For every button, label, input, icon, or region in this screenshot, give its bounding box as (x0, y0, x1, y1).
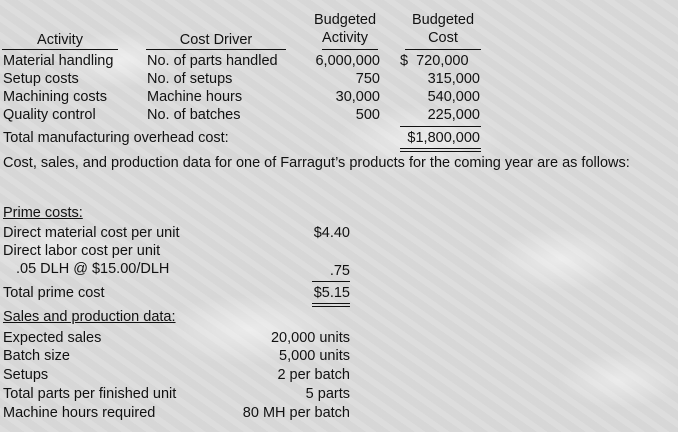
sales-item-label: Setups (3, 367, 49, 383)
header-activity-rule (2, 49, 118, 50)
row-activity: Machining costs (3, 89, 107, 105)
sales-item-label: Total parts per finished unit (3, 386, 177, 402)
row-driver: No. of batches (147, 107, 241, 123)
cost-subtotal-rule (400, 126, 481, 127)
sales-production-heading: Sales and production data: (3, 309, 176, 325)
header-cost-driver: Cost Driver (179, 32, 253, 48)
total-prime-value: $5.15 (313, 285, 350, 301)
header-activity: Activity (37, 32, 83, 48)
direct-labor-value: .75 (329, 263, 350, 279)
header-cost-driver-rule (146, 49, 286, 50)
row-budgeted-cost: 225,000 (427, 107, 480, 123)
header-budgeted-activity-rule (322, 49, 378, 50)
row-activity: Material handling (3, 53, 114, 69)
intro-sentence: Cost, sales, and production data for one of Farragut’s products for the coming year are as follows: (3, 155, 630, 171)
total-double-rule-2 (400, 151, 481, 152)
direct-labor-detail: .05 DLH @ $15.00/DLH (16, 261, 170, 277)
sales-item-value: 5 parts (305, 386, 350, 402)
sales-item-value: 2 per batch (277, 367, 350, 383)
row-activity: Setup costs (3, 71, 79, 87)
row-budgeted-activity: 6,000,000 (315, 53, 380, 69)
sales-item-value: 20,000 units (270, 330, 350, 346)
header-budgeted-activity-line2: Activity (322, 30, 368, 46)
row-budgeted-activity: 30,000 (335, 89, 380, 105)
prime-subtotal-rule (312, 281, 350, 282)
header-budgeted-cost-line1: Budgeted (411, 12, 475, 28)
sales-item-label: Machine hours required (3, 405, 156, 421)
row-budgeted-cost: $ 720,000 (400, 53, 469, 69)
header-budgeted-activity-line1: Budgeted (313, 12, 377, 28)
row-budgeted-cost: 540,000 (427, 89, 480, 105)
total-prime-label: Total prime cost (3, 285, 105, 301)
direct-material-label: Direct material cost per unit (3, 225, 180, 241)
sales-item-value: 80 MH per batch (242, 405, 350, 421)
total-double-rule-1 (400, 148, 481, 149)
sales-item-value: 5,000 units (279, 348, 350, 364)
prime-costs-heading: Prime costs: (3, 205, 83, 221)
direct-labor-label: Direct labor cost per unit (3, 243, 161, 259)
row-driver: No. of setups (147, 71, 233, 87)
row-budgeted-activity: 750 (355, 71, 380, 87)
prime-double-rule-2 (312, 306, 350, 307)
row-driver: Machine hours (147, 89, 243, 105)
header-budgeted-cost-line2: Cost (428, 30, 458, 46)
sales-item-label: Expected sales (3, 330, 102, 346)
total-overhead-value: $1,800,000 (407, 130, 480, 146)
row-driver: No. of parts handled (147, 53, 278, 69)
total-overhead-label: Total manufacturing overhead cost: (3, 130, 229, 146)
header-budgeted-cost-rule (405, 49, 481, 50)
direct-material-value: $4.40 (313, 225, 350, 241)
prime-double-rule-1 (312, 303, 350, 304)
row-budgeted-activity: 500 (355, 107, 380, 123)
sales-item-label: Batch size (3, 348, 70, 364)
row-budgeted-cost: 315,000 (427, 71, 480, 87)
row-activity: Quality control (3, 107, 96, 123)
